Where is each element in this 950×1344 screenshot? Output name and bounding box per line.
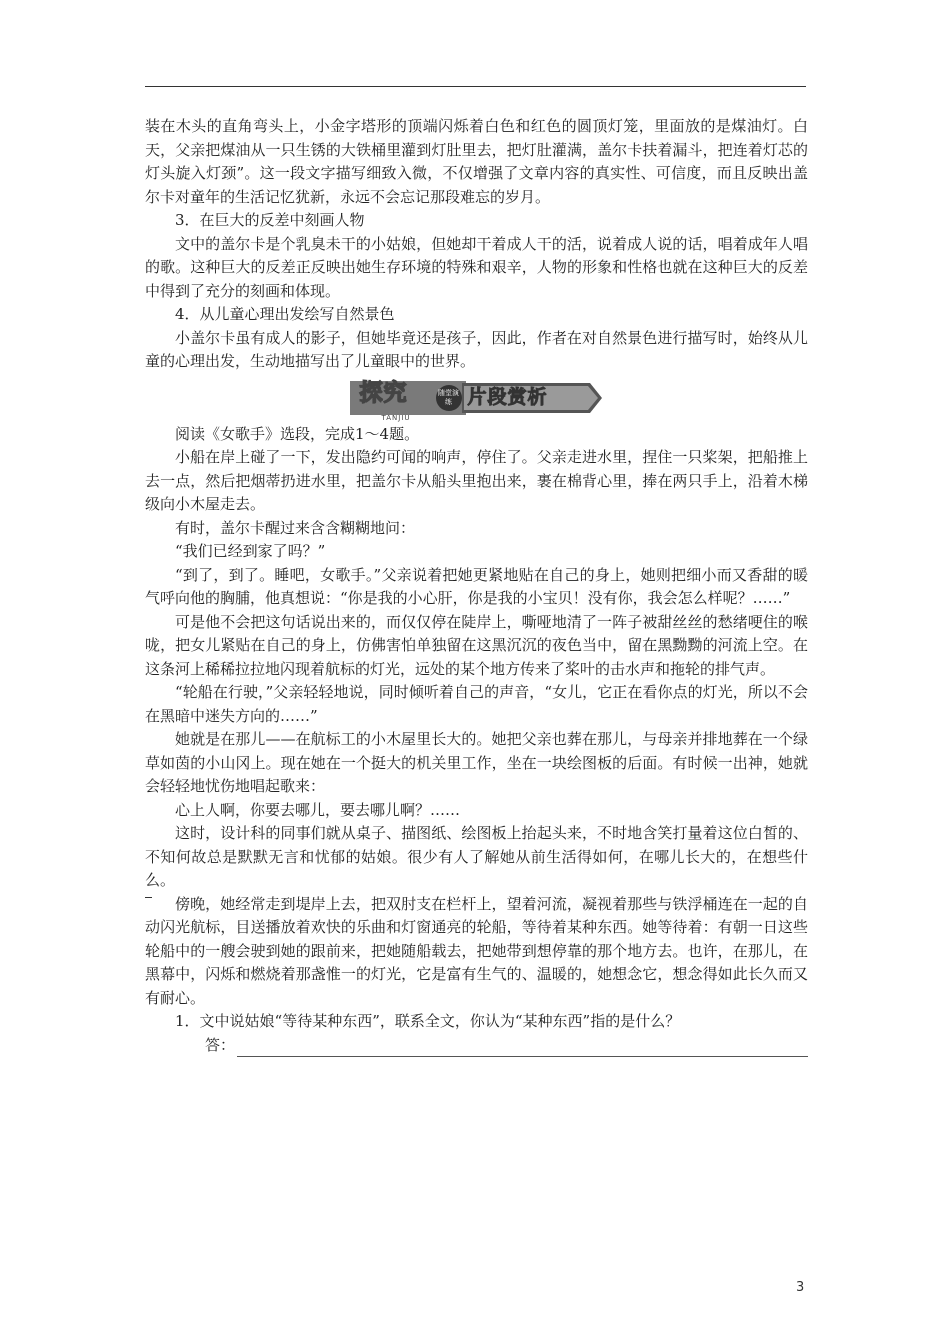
paragraph: 心上人啊，你要去哪儿，要去哪儿啊？…… [175, 800, 461, 819]
paragraph: 装在木头的直角弯头上，小金字塔形的顶端闪烁着白色和红色的圆顶灯笼，里面放的是煤油灯。白天，父亲把煤油从一只生锈的大铁桶里灌到灯肚里去，把灯肚灌满，盖尔卡扶着漏斗，把连着灯芯的灯头旋入灯颈”。这一段文字描写细致入微，不仅增强了文章内容的真实性、可信度，而且反映出盖尔卡对童年的生活记忆犹新，永远不会忘记那段难忘的岁月。 [145, 117, 808, 206]
page-number: 3 [796, 1280, 805, 1295]
section-heading: 3．在巨大的反差中刻画人物 [175, 211, 365, 229]
paragraph: “到了，到了。睡吧，女歌手。”父亲说着把她更紧地贴在自己的身上，她则把细小而又香甜的暖气呼向他的胸脯，他真想说：“你是我的小心肝，你是我的小宝贝！没有你，我会怎么样呢？……” [145, 565, 808, 607]
banner-seal: 随堂演练 [436, 385, 462, 411]
paragraph: 有时，盖尔卡醒过来含含糊糊地问： [175, 518, 416, 537]
paragraph: 这时，设计科的同事们就从桌子、描图纸、绘图板上抬起头来，不时地含笑打量着这位白皙的、不知何故总是默默无言和忧郁的姑娘。很少有人了解她从前生活得如何，在哪儿长大的，在想些什么。 [145, 824, 808, 889]
paragraph: 傍晚，她经常走到堤岸上去，把双肘支在栏杆上，望着河流，凝视着那些与铁浮桶连在一起的自动闪光航标，目送播放着欢快的乐曲和灯窗通亮的轮船，等待着某种东西。她等待着：有朝一日这些轮船中的一艘会驶到她的跟前来，把她随船载去，把她带到想停靠的那个地方去。也许，在那儿，在黑幕中，闪烁和燃烧着那盏惟一的灯光，它是富有生气的、温暖的，她想念它，想念得如此长久而又有耐心。 [145, 894, 808, 1007]
answer-row [145, 1034, 808, 1058]
banner-title: 片段赏析 [467, 385, 548, 408]
reading-instruction: 阅读《女歌手》选段，完成1～4题。 [175, 424, 420, 443]
answer-blank-line[interactable] [237, 1038, 808, 1057]
dash-mark [145, 897, 152, 898]
section-heading: 4．从儿童心理出发绘写自然景色 [175, 305, 395, 323]
document-body [145, 115, 808, 1057]
paragraph: 小盖尔卡虽有成人的影子，但她毕竟还是孩子，因此，作者在对自然景色进行描写时，始终从儿童的心理出发，生动地描写出了儿童眼中的世界。 [145, 328, 808, 370]
question: 1．文中说姑娘“等待某种东西”，联系全文，你认为“某种东西”指的是什么？ [175, 1012, 681, 1030]
paragraph: 文中的盖尔卡是个乳臭未干的小姑娘，但她却干着成人干的活，说着成人说的话，唱着成年人唱的歌。这种巨大的反差正反映出她生存环境的特殊和艰辛，人物的形象和性格也就在这种巨大的反差中得到了充分的刻画和体现。 [145, 234, 808, 300]
banner-label: 探究 [359, 379, 408, 406]
section-banner [145, 379, 808, 422]
header-rule [145, 86, 806, 87]
paragraph: “我们已经到家了吗？” [175, 542, 326, 560]
paragraph: 可是他不会把这句话说出来的，而仅仅停在陡岸上，嘶哑地清了一阵子被甜丝丝的愁绪哽住的喉咙，把女儿紧贴在自己的身上，仿佛害怕单独留在这黑沉沉的夜色当中，留在黑黝黝的河流上空。在这条河上稀稀拉拉地闪现着航标的灯光，远处的某个地方传来了桨叶的击水声和拖轮的排气声。 [145, 612, 808, 678]
banner-pinyin: TANJIU [381, 413, 411, 422]
paragraph: “轮船在行驶，”父亲轻轻地说，同时倾听着自己的声音，“女儿，它正在看你点的灯光，所以不会在黑暗中迷失方向的……” [145, 683, 808, 725]
answer-label: 答： [205, 1035, 236, 1054]
paragraph: 小船在岸上碰了一下，发出隐约可闻的响声，停住了。父亲走进水里，捏住一只桨架，把船推上去一点，然后把烟蒂扔进水里，把盖尔卡从船头里抱出来，裹在棉背心里，捧在两只手上，沿着木梯级向小木屋走去。 [145, 448, 808, 513]
paragraph: 她就是在那儿——在航标工的小木屋里长大的。她把父亲也葬在那儿，与母亲并排地葬在一个绿草如茵的小山冈上。现在她在一个挺大的机关里工作，坐在一块绘图板的后面。有时候一出神，她就会轻轻地忧伤地唱起歌来： [145, 730, 808, 795]
